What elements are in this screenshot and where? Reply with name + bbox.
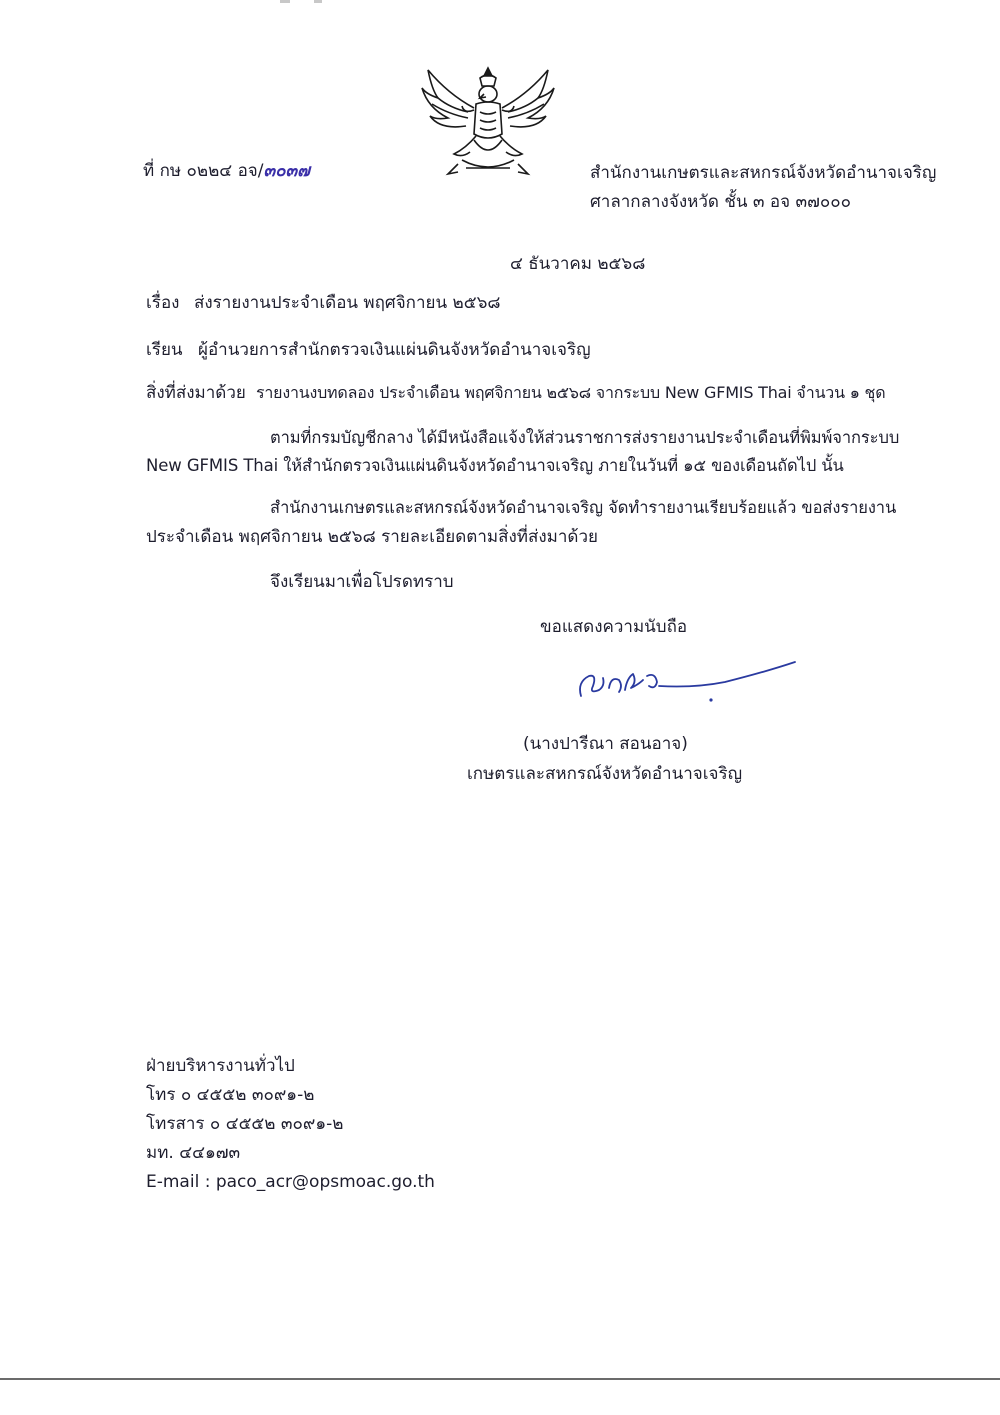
letter-date: ๔ ธันวาคม ๒๕๖๘ xyxy=(510,254,646,274)
recipient-label: เรียน xyxy=(146,340,183,360)
page-edge-line xyxy=(0,1378,1000,1380)
enclosure-text: รายงานงบทดลอง ประจำเดือน พฤศจิกายน ๒๕๖๘ จากระบบ New GFMIS Thai จำนวน ๑ ชุด xyxy=(256,383,886,402)
body-paragraph-2-line-1: สำนักงานเกษตรและสหกรณ์จังหวัดอำนาจเจริญ จัดทำรายงานเรียบร้อยแล้ว ขอส่งรายงาน xyxy=(270,498,897,517)
enclosure-label: สิ่งที่ส่งมาด้วย xyxy=(146,383,246,403)
footer-internal-phone: มท. ๔๔๑๗๓ xyxy=(146,1143,241,1163)
recipient-text: ผู้อำนวยการสำนักตรวจเงินแผ่นดินจังหวัดอำนาจเจริญ xyxy=(198,340,591,360)
reference-handwritten-number: ๓๐๓๗ xyxy=(263,161,310,181)
office-address: ศาลากลางจังหวัด ชั้น ๓ อจ ๓๗๐๐๐ xyxy=(590,192,852,212)
scan-mark xyxy=(280,0,340,4)
signer-title: เกษตรและสหกรณ์จังหวัดอำนาจเจริญ xyxy=(467,764,743,784)
body-paragraph-3: จึงเรียนมาเพื่อโปรดทราบ xyxy=(270,572,454,592)
reference-number xyxy=(143,160,310,182)
body-paragraph-1-line-2: New GFMIS Thai ให้สำนักตรวจเงินแผ่นดินจังหวัดอำนาจเจริญ ภายในวันที่ ๑๕ ของเดือนถัดไป นั้น xyxy=(146,456,844,475)
footer-department: ฝ่ายบริหารงานทั่วไป xyxy=(146,1056,295,1076)
garuda-emblem-icon xyxy=(418,64,558,184)
office-name: สำนักงานเกษตรและสหกรณ์จังหวัดอำนาจเจริญ xyxy=(590,163,937,183)
handwritten-signature xyxy=(575,652,805,712)
footer-email: E-mail : paco_acr@opsmoac.go.th xyxy=(146,1172,435,1192)
body-paragraph-2-line-2: ประจำเดือน พฤศจิกายน ๒๕๖๘ รายละเอียดตามสิ่งที่ส่งมาด้วย xyxy=(146,527,598,547)
footer-phone: โทร ๐ ๔๕๕๒ ๓๐๙๑-๒ xyxy=(146,1085,315,1105)
reference-prefix: ที่ กษ ๐๒๒๔ อจ/ xyxy=(143,161,264,181)
subject-text: ส่งรายงานประจำเดือน พฤศจิกายน ๒๕๖๘ xyxy=(194,293,501,313)
body-paragraph-1-line-1: ตามที่กรมบัญชีกลาง ได้มีหนังสือแจ้งให้ส่วนราชการส่งรายงานประจำเดือนที่พิมพ์จากระบบ xyxy=(270,428,900,447)
footer-fax: โทรสาร ๐ ๔๕๕๒ ๓๐๙๑-๒ xyxy=(146,1114,344,1134)
signer-name: (นางปารีณา สอนอาจ) xyxy=(523,734,688,754)
subject-label: เรื่อง xyxy=(146,293,180,313)
closing-salutation: ขอแสดงความนับถือ xyxy=(540,617,688,637)
